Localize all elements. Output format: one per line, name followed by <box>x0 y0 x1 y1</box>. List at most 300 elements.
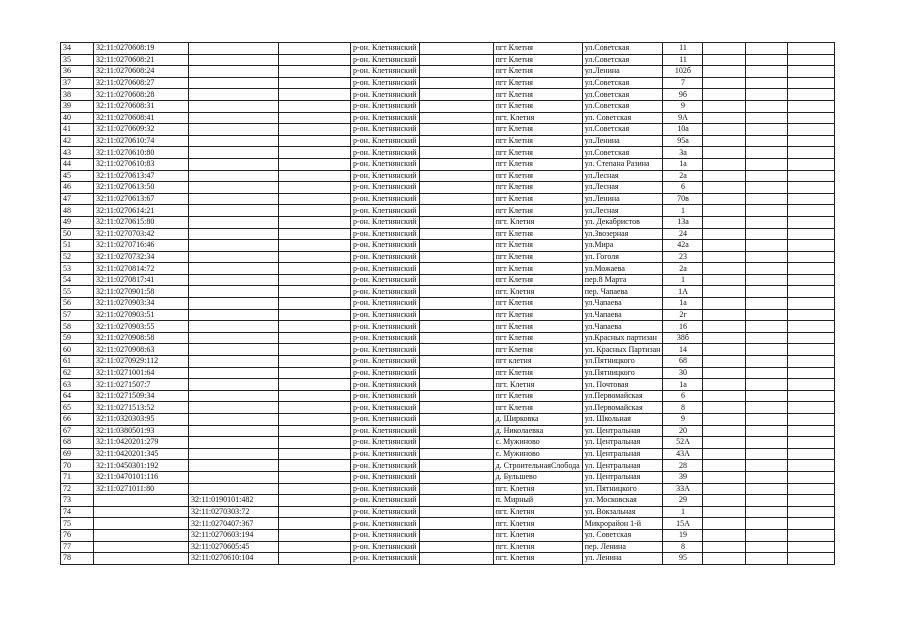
district-cell: р-он. Клетнянский <box>351 506 420 518</box>
cadastral-number-alt-cell <box>189 332 279 344</box>
cadastral-number-cell: 32:11:0270608:41 <box>94 112 189 124</box>
empty-cell <box>279 182 351 194</box>
empty-cell <box>703 529 746 541</box>
street-cell: ул. Советская <box>582 112 663 124</box>
empty-cell <box>788 425 835 437</box>
table-row <box>61 356 835 368</box>
empty-cell <box>788 170 835 182</box>
empty-cell <box>419 124 493 136</box>
empty-cell <box>419 309 493 321</box>
house-number-cell: 1 <box>663 274 703 286</box>
district-cell: р-он. Клетнянский <box>351 135 420 147</box>
house-number-cell: 19 <box>663 529 703 541</box>
empty-cell <box>788 112 835 124</box>
house-number-cell: 102б <box>663 66 703 78</box>
row-number-cell: 62 <box>61 367 94 379</box>
cadastral-number-cell: 32:11:0270903:55 <box>94 321 189 333</box>
empty-cell <box>746 205 788 217</box>
empty-cell <box>419 298 493 310</box>
empty-cell <box>419 344 493 356</box>
empty-cell <box>746 54 788 66</box>
empty-cell <box>419 529 493 541</box>
row-number-cell: 52 <box>61 251 94 263</box>
empty-cell <box>788 205 835 217</box>
empty-cell <box>788 414 835 426</box>
empty-cell <box>788 77 835 89</box>
empty-cell <box>419 205 493 217</box>
district-cell: р-он. Клетнянский <box>351 158 420 170</box>
empty-cell <box>746 124 788 136</box>
row-number-cell: 75 <box>61 518 94 530</box>
empty-cell <box>279 77 351 89</box>
cadastral-number-alt-cell <box>189 182 279 194</box>
district-cell: р-он. Клетнянский <box>351 112 420 124</box>
district-cell: р-он. Клетнянский <box>351 240 420 252</box>
empty-cell <box>279 414 351 426</box>
table-row <box>61 205 835 217</box>
empty-cell <box>703 77 746 89</box>
district-cell: р-он. Клетнянский <box>351 298 420 310</box>
empty-cell <box>746 66 788 78</box>
empty-cell <box>703 298 746 310</box>
cadastral-number-cell: 32:11:0270613:47 <box>94 170 189 182</box>
settlement-cell: пгт Клетня <box>493 170 582 182</box>
table-row <box>61 298 835 310</box>
empty-cell <box>703 263 746 275</box>
empty-cell <box>419 402 493 414</box>
cadastral-number-alt-cell <box>189 147 279 159</box>
empty-cell <box>279 89 351 101</box>
settlement-cell: пгт Клетня <box>493 298 582 310</box>
cadastral-number-alt-cell <box>189 483 279 495</box>
district-cell: р-он. Клетнянский <box>351 54 420 66</box>
street-cell: ул. Вокзальная <box>582 506 663 518</box>
empty-cell <box>788 135 835 147</box>
cadastral-number-alt-cell <box>189 448 279 460</box>
cadastral-number-cell: 32:11:0270608:27 <box>94 77 189 89</box>
empty-cell <box>788 448 835 460</box>
table-row <box>61 170 835 182</box>
empty-cell <box>703 402 746 414</box>
empty-cell <box>279 124 351 136</box>
empty-cell <box>788 553 835 565</box>
table-row <box>61 193 835 205</box>
empty-cell <box>419 100 493 112</box>
district-cell: р-он. Клетнянский <box>351 448 420 460</box>
district-cell: р-он. Клетнянский <box>351 124 420 136</box>
empty-cell <box>746 216 788 228</box>
cadastral-number-cell: 32:11:0270610:83 <box>94 158 189 170</box>
row-number-cell: 49 <box>61 216 94 228</box>
cadastral-number-cell: 32:11:0270817:41 <box>94 274 189 286</box>
empty-cell <box>703 251 746 263</box>
cadastral-number-cell: 32:11:0270929:112 <box>94 356 189 368</box>
empty-cell <box>703 124 746 136</box>
cadastral-number-cell: 32:11:0270610:80 <box>94 147 189 159</box>
district-cell: р-он. Клетнянский <box>351 553 420 565</box>
empty-cell <box>703 66 746 78</box>
cadastral-number-alt-cell <box>189 286 279 298</box>
row-number-cell: 48 <box>61 205 94 217</box>
table-row <box>61 158 835 170</box>
settlement-cell: пгт Клетня <box>493 100 582 112</box>
table-row <box>61 379 835 391</box>
house-number-cell: 16 <box>663 321 703 333</box>
settlement-cell: пгт Клетня <box>493 274 582 286</box>
settlement-cell: пгт Клетня <box>493 251 582 263</box>
empty-cell <box>788 332 835 344</box>
street-cell: ул.Чапаева <box>582 298 663 310</box>
district-cell: р-он. Клетнянский <box>351 251 420 263</box>
settlement-cell: пгт Клетня <box>493 205 582 217</box>
table-row <box>61 100 835 112</box>
empty-cell <box>746 332 788 344</box>
empty-cell <box>788 356 835 368</box>
street-cell: пер.8 Марта <box>582 274 663 286</box>
cadastral-number-cell: 32:11:0270908:58 <box>94 332 189 344</box>
house-number-cell: 29 <box>663 495 703 507</box>
empty-cell <box>788 379 835 391</box>
row-number-cell: 60 <box>61 344 94 356</box>
row-number-cell: 43 <box>61 147 94 159</box>
empty-cell <box>419 263 493 275</box>
table-row <box>61 43 835 55</box>
empty-cell <box>419 321 493 333</box>
house-number-cell: 14 <box>663 344 703 356</box>
settlement-cell: пгт. Клетня <box>493 541 582 553</box>
registry-sheet <box>60 42 835 565</box>
house-number-cell: 1а <box>663 158 703 170</box>
empty-cell <box>279 54 351 66</box>
district-cell: р-он. Клетнянский <box>351 309 420 321</box>
empty-cell <box>788 518 835 530</box>
district-cell: р-он. Клетнянский <box>351 367 420 379</box>
house-number-cell: 95 <box>663 553 703 565</box>
empty-cell <box>279 228 351 240</box>
settlement-cell: пгт Клетня <box>493 344 582 356</box>
district-cell: р-он. Клетнянский <box>351 182 420 194</box>
district-cell: р-он. Клетнянский <box>351 332 420 344</box>
empty-cell <box>703 356 746 368</box>
empty-cell <box>746 263 788 275</box>
house-number-cell: 20 <box>663 425 703 437</box>
street-cell: ул.Ленина <box>582 193 663 205</box>
empty-cell <box>703 390 746 402</box>
empty-cell <box>419 240 493 252</box>
table-row <box>61 66 835 78</box>
empty-cell <box>279 332 351 344</box>
row-number-cell: 54 <box>61 274 94 286</box>
cadastral-number-cell: 32:11:0271011:80 <box>94 483 189 495</box>
settlement-cell: пгт Клетня <box>493 228 582 240</box>
empty-cell <box>419 448 493 460</box>
empty-cell <box>788 460 835 472</box>
empty-cell <box>746 541 788 553</box>
street-cell: ул.Советская <box>582 147 663 159</box>
empty-cell <box>788 263 835 275</box>
table-row <box>61 182 835 194</box>
cadastral-number-alt-cell <box>189 66 279 78</box>
street-cell: ул.Ленина <box>582 66 663 78</box>
cadastral-number-cell: 32:11:0270608:24 <box>94 66 189 78</box>
empty-cell <box>746 529 788 541</box>
row-number-cell: 74 <box>61 506 94 518</box>
cadastral-number-alt-cell <box>189 460 279 472</box>
cadastral-number-alt-cell <box>189 437 279 449</box>
empty-cell <box>746 286 788 298</box>
table-row <box>61 529 835 541</box>
cadastral-number-cell: 32:11:0270608:21 <box>94 54 189 66</box>
row-number-cell: 73 <box>61 495 94 507</box>
district-cell: р-он. Клетнянский <box>351 471 420 483</box>
street-cell: ул.Красных партизан <box>582 332 663 344</box>
house-number-cell: 8 <box>663 541 703 553</box>
table-row <box>61 414 835 426</box>
empty-cell <box>788 506 835 518</box>
empty-cell <box>419 77 493 89</box>
empty-cell <box>788 529 835 541</box>
empty-cell <box>703 135 746 147</box>
empty-cell <box>788 309 835 321</box>
empty-cell <box>419 483 493 495</box>
empty-cell <box>703 240 746 252</box>
empty-cell <box>279 541 351 553</box>
settlement-cell: пгт Клетня <box>493 309 582 321</box>
empty-cell <box>279 460 351 472</box>
street-cell: ул.Советская <box>582 54 663 66</box>
district-cell: р-он. Клетнянский <box>351 390 420 402</box>
empty-cell <box>279 471 351 483</box>
house-number-cell: 1а <box>663 298 703 310</box>
house-number-cell: 13а <box>663 216 703 228</box>
empty-cell <box>279 553 351 565</box>
empty-cell <box>746 170 788 182</box>
cadastral-number-alt-cell <box>189 77 279 89</box>
empty-cell <box>279 193 351 205</box>
district-cell: р-он. Клетнянский <box>351 216 420 228</box>
cadastral-number-cell: 32:11:0470101:116 <box>94 471 189 483</box>
empty-cell <box>419 495 493 507</box>
row-number-cell: 34 <box>61 43 94 55</box>
empty-cell <box>788 124 835 136</box>
empty-cell <box>279 518 351 530</box>
empty-cell <box>788 274 835 286</box>
empty-cell <box>788 228 835 240</box>
empty-cell <box>746 379 788 391</box>
empty-cell <box>788 54 835 66</box>
street-cell: пер. Чапаева <box>582 286 663 298</box>
empty-cell <box>419 541 493 553</box>
table-row <box>61 390 835 402</box>
empty-cell <box>279 529 351 541</box>
cadastral-number-alt-cell <box>189 309 279 321</box>
empty-cell <box>746 518 788 530</box>
cadastral-number-cell: 32:11:0271001:64 <box>94 367 189 379</box>
table-row <box>61 332 835 344</box>
house-number-cell: 1а <box>663 379 703 391</box>
empty-cell <box>788 182 835 194</box>
empty-cell <box>746 471 788 483</box>
table-row <box>61 460 835 472</box>
empty-cell <box>788 158 835 170</box>
house-number-cell: 9 <box>663 414 703 426</box>
empty-cell <box>279 263 351 275</box>
empty-cell <box>746 43 788 55</box>
table-row <box>61 135 835 147</box>
settlement-cell: с. Мужиново <box>493 437 582 449</box>
empty-cell <box>419 414 493 426</box>
empty-cell <box>279 425 351 437</box>
house-number-cell: 8 <box>663 402 703 414</box>
empty-cell <box>419 460 493 472</box>
row-number-cell: 41 <box>61 124 94 136</box>
empty-cell <box>279 100 351 112</box>
empty-cell <box>703 379 746 391</box>
house-number-cell: 10а <box>663 124 703 136</box>
cadastral-number-cell: 32:11:0270732:34 <box>94 251 189 263</box>
empty-cell <box>746 77 788 89</box>
empty-cell <box>703 553 746 565</box>
district-cell: р-он. Клетнянский <box>351 170 420 182</box>
house-number-cell: 6 <box>663 390 703 402</box>
cadastral-number-alt-cell <box>189 54 279 66</box>
row-number-cell: 71 <box>61 471 94 483</box>
cadastral-number-alt-cell <box>189 321 279 333</box>
street-cell: ул. Декабристов <box>582 216 663 228</box>
empty-cell <box>746 135 788 147</box>
row-number-cell: 40 <box>61 112 94 124</box>
row-number-cell: 46 <box>61 182 94 194</box>
table-row <box>61 112 835 124</box>
house-number-cell: 68 <box>663 356 703 368</box>
empty-cell <box>419 89 493 101</box>
empty-cell <box>419 43 493 55</box>
empty-cell <box>788 321 835 333</box>
street-cell: ул.Можаева <box>582 263 663 275</box>
settlement-cell: пгт Клетня <box>493 332 582 344</box>
street-cell: ул.Лесная <box>582 205 663 217</box>
row-number-cell: 50 <box>61 228 94 240</box>
district-cell: р-он. Клетнянский <box>351 541 420 553</box>
cadastral-number-alt-cell <box>189 425 279 437</box>
empty-cell <box>703 541 746 553</box>
house-number-cell: 11 <box>663 54 703 66</box>
row-number-cell: 58 <box>61 321 94 333</box>
empty-cell <box>279 321 351 333</box>
settlement-cell: пгт Клетня <box>493 402 582 414</box>
table-row <box>61 216 835 228</box>
empty-cell <box>703 506 746 518</box>
empty-cell <box>746 390 788 402</box>
empty-cell <box>279 506 351 518</box>
empty-cell <box>279 356 351 368</box>
cadastral-number-cell <box>94 495 189 507</box>
settlement-cell: пгт. Клетня <box>493 518 582 530</box>
table-row <box>61 263 835 275</box>
empty-cell <box>703 448 746 460</box>
empty-cell <box>419 193 493 205</box>
cadastral-number-alt-cell <box>189 274 279 286</box>
table-row <box>61 425 835 437</box>
settlement-cell: пгт Клетня <box>493 147 582 159</box>
street-cell: ул. Степана Разина <box>582 158 663 170</box>
empty-cell <box>279 367 351 379</box>
empty-cell <box>279 344 351 356</box>
house-number-cell: 11 <box>663 43 703 55</box>
house-number-cell: 24 <box>663 228 703 240</box>
table-row <box>61 367 835 379</box>
house-number-cell: 3а <box>663 147 703 159</box>
row-number-cell: 69 <box>61 448 94 460</box>
table-row <box>61 553 835 565</box>
empty-cell <box>279 170 351 182</box>
house-number-cell: 1 <box>663 506 703 518</box>
cadastral-number-alt-cell <box>189 390 279 402</box>
table-body <box>61 43 835 565</box>
empty-cell <box>703 437 746 449</box>
district-cell: р-он. Клетнянский <box>351 193 420 205</box>
empty-cell <box>279 205 351 217</box>
empty-cell <box>703 483 746 495</box>
table-row <box>61 471 835 483</box>
settlement-cell: пгт. Клетня <box>493 483 582 495</box>
row-number-cell: 39 <box>61 100 94 112</box>
cadastral-number-cell: 32:11:0270609:32 <box>94 124 189 136</box>
empty-cell <box>703 471 746 483</box>
house-number-cell: 7 <box>663 77 703 89</box>
empty-cell <box>279 402 351 414</box>
cadastral-number-cell: 32:11:0270903:34 <box>94 298 189 310</box>
house-number-cell: 70в <box>663 193 703 205</box>
settlement-cell: пгт Клетня <box>493 124 582 136</box>
empty-cell <box>279 483 351 495</box>
settlement-cell: д. Николаевка <box>493 425 582 437</box>
district-cell: р-он. Клетнянский <box>351 321 420 333</box>
empty-cell <box>419 332 493 344</box>
table-row <box>61 77 835 89</box>
empty-cell <box>788 495 835 507</box>
empty-cell <box>703 367 746 379</box>
street-cell: ул. Центральная <box>582 437 663 449</box>
table-row <box>61 321 835 333</box>
empty-cell <box>703 228 746 240</box>
empty-cell <box>419 506 493 518</box>
cadastral-number-alt-cell <box>189 158 279 170</box>
table-row <box>61 274 835 286</box>
street-cell: ул.Лесная <box>582 170 663 182</box>
empty-cell <box>279 448 351 460</box>
row-number-cell: 45 <box>61 170 94 182</box>
empty-cell <box>788 216 835 228</box>
empty-cell <box>746 309 788 321</box>
empty-cell <box>746 274 788 286</box>
settlement-cell: пгт Клетня <box>493 321 582 333</box>
empty-cell <box>746 100 788 112</box>
settlement-cell: пгт. Клетня <box>493 529 582 541</box>
empty-cell <box>746 321 788 333</box>
cadastral-number-cell: 32:11:0270716:46 <box>94 240 189 252</box>
empty-cell <box>419 135 493 147</box>
table-row <box>61 286 835 298</box>
empty-cell <box>788 390 835 402</box>
street-cell: ул. Почтовая <box>582 379 663 391</box>
empty-cell <box>788 66 835 78</box>
row-number-cell: 72 <box>61 483 94 495</box>
house-number-cell: 6 <box>663 182 703 194</box>
settlement-cell: пгт Клетня <box>493 263 582 275</box>
street-cell: ул. Советская <box>582 529 663 541</box>
empty-cell <box>419 286 493 298</box>
